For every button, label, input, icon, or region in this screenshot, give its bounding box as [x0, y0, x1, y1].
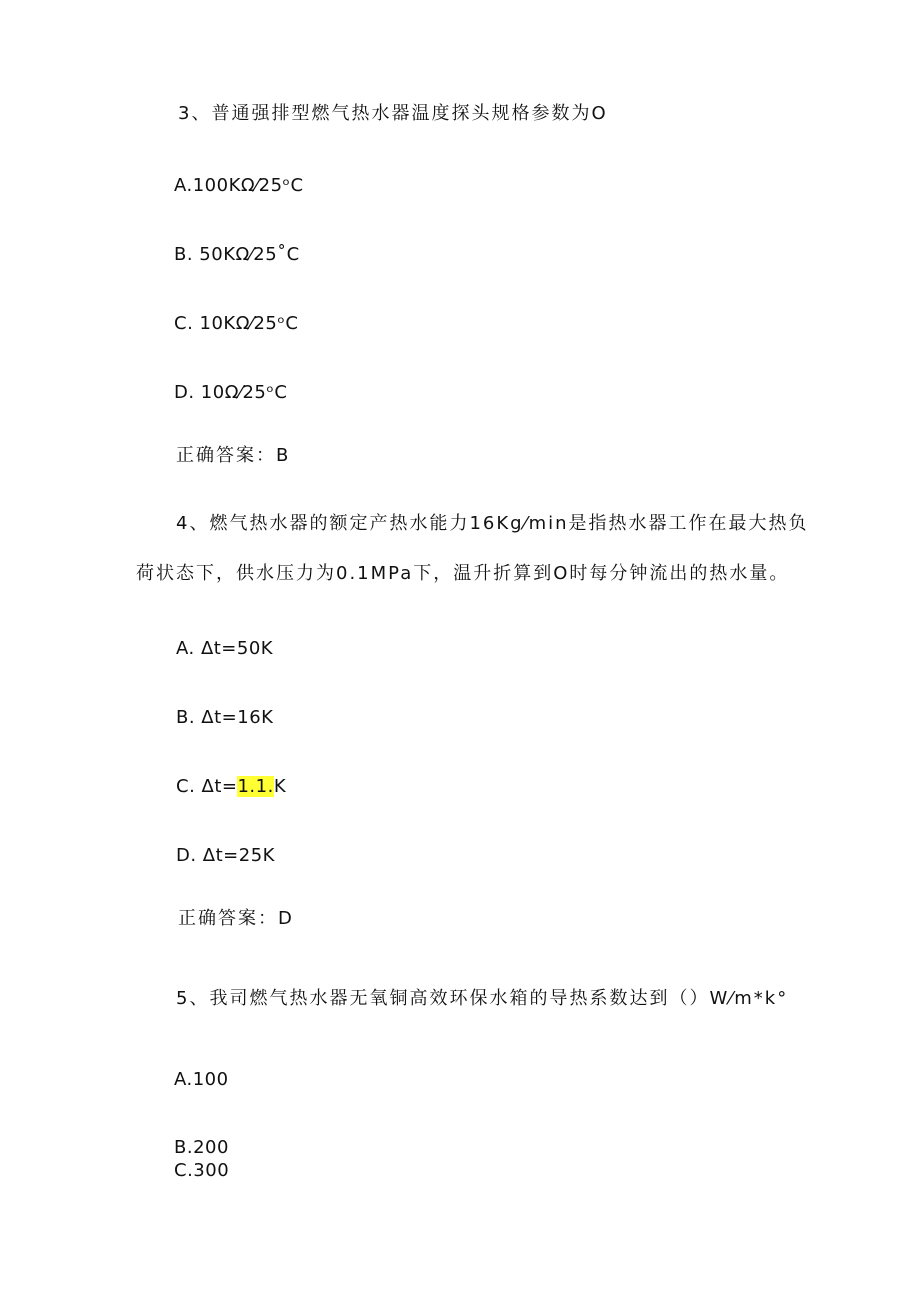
question-3-option-b: B. 50KΩ⁄25˚C [174, 244, 300, 265]
question-3-answer: 正确答案：B [176, 445, 291, 466]
question-5-option-b: B.200 [174, 1137, 229, 1158]
question-3-option-a: A.100KΩ⁄25ᵒC [174, 175, 304, 196]
question-4-option-c-suffix: K [273, 776, 287, 797]
question-5-option-c: C.300 [174, 1160, 230, 1181]
question-4-stem-line-1: 4、燃气热水器的额定产热水能力16Kg⁄min是指热水器工作在最大热负 [176, 513, 809, 534]
question-3-option-d: D. 10Ω⁄25ᵒC [174, 382, 288, 403]
question-4-option-b: B. Δt=16K [176, 707, 274, 728]
question-4-option-c-prefix: C. Δt= [176, 776, 238, 797]
question-3-stem: 3、普通强排型燃气热水器温度探头规格参数为O [178, 103, 608, 124]
question-4-option-a: A. Δt=50K [176, 638, 274, 659]
question-3-option-c: C. 10KΩ⁄25ᵒC [174, 313, 299, 334]
question-4-stem-line-2: 荷状态下，供水压力为0.1MPa下，温升折算到O时每分钟流出的热水量。 [136, 563, 790, 584]
question-5-stem: 5、我司燃气热水器无氧铜高效环保水箱的导热系数达到（）W⁄m*k° [176, 988, 789, 1009]
question-4-option-c [176, 775, 286, 799]
question-4-option-d: D. Δt=25K [176, 845, 275, 866]
highlighted-value: 1.1. [237, 776, 274, 797]
question-4-answer: 正确答案：D [178, 908, 294, 929]
question-5-option-a: A.100 [174, 1069, 229, 1090]
